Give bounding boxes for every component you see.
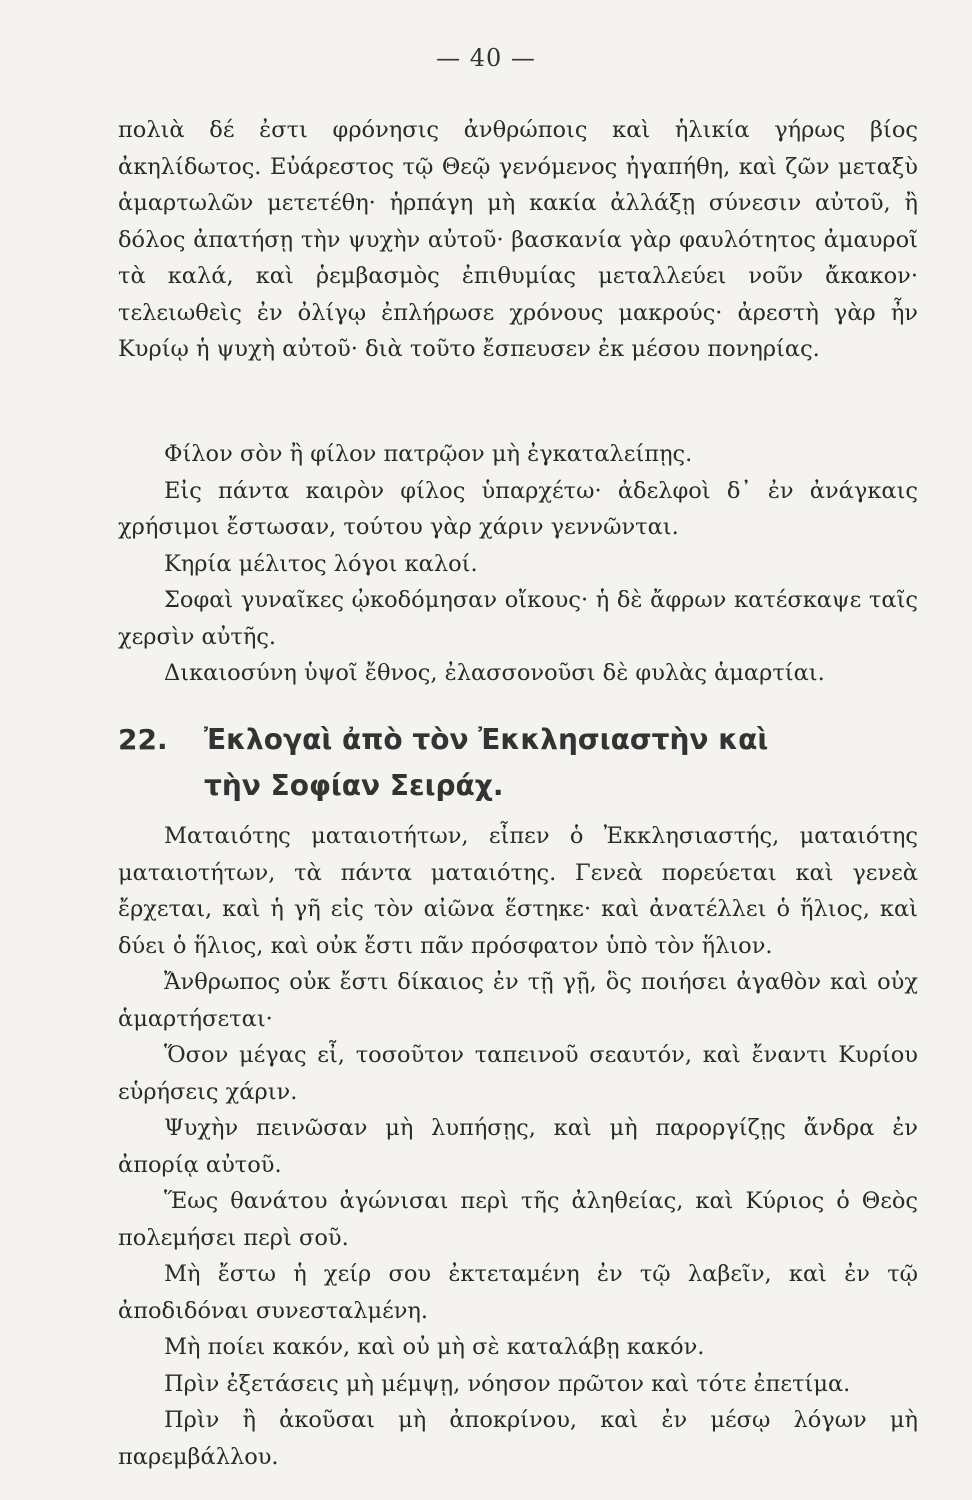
saying-paragraph: Μὴ ποίει κακόν, καὶ οὐ μὴ σὲ καταλάβῃ κακόν. <box>164 1334 705 1360</box>
saying-paragraph: Ματαιότης ματαιοτήτων, εἶπεν ὁ Ἐκκλησιαστής, ματαιότης ματαιοτήτων, τὰ πάντα ματαιότης. Γενεὰ πορεύεται καὶ γενεὰ ἔρχεται, καὶ ἡ γῆ εἰς τὸν αἰῶνα ἕστηκε· καὶ ἀνατέλλει ὁ ἥλιος, καὶ δύει ὁ ἥλιος, καὶ οὐκ ἔστι πᾶν πρόσφατον ὑπὸ τὸν ἥλιον. <box>118 823 918 959</box>
section-number: 22. <box>118 723 168 756</box>
saying-paragraph: Ψυχὴν πεινῶσαν μὴ λυπήσῃς, καὶ μὴ παροργίζῃς ἄνδρα ἐν ἀπορίᾳ αὐτοῦ. <box>118 1115 918 1178</box>
intro-text-block <box>118 112 918 368</box>
saying-paragraph: Πρὶν ἐξετάσεις μὴ μέμψῃ, νόησον πρῶτον καὶ τότε ἐπετίμα. <box>164 1370 851 1397</box>
saying-paragraph: Ἕως θανάτου ἀγώνισαι περὶ τῆς ἀληθείας, καὶ Κύριος ὁ Θεὸς πολεμήσει περὶ σοῦ. <box>118 1188 918 1251</box>
section-heading-line1 <box>118 717 938 763</box>
saying-paragraph: Ἄνθρωπος οὐκ ἔστι δίκαιος ἐν τῇ γῇ, ὃς ποιήσει ἀγαθὸν καὶ οὐχ ἁμαρτήσεται· <box>118 969 918 1032</box>
proverb-paragraph: Δικαιοσύνη ὑψοῖ ἔθνος, ἐλασσονοῦσι δὲ φυλὰς ἁμαρτίαι. <box>164 660 825 686</box>
proverb-paragraph: Σοφαὶ γυναῖκες ᾠκοδόμησαν οἴκους· ἡ δὲ ἄφρων κατέσκαψε ταῖς χερσὶν αὐτῆς. <box>118 587 918 650</box>
saying-paragraph: Πρὶν ἢ ἀκοῦσαι μὴ ἀποκρίνου, καὶ ἐν μέσῳ λόγων μὴ παρεμβάλλου. <box>118 1407 918 1470</box>
saying-paragraph: Μὴ ἔστω ἡ χείρ σου ἐκτεταμένη ἐν τῷ λαβεῖν, καὶ ἐν τῷ ἀποδιδόναι συνεσταλμένη. <box>118 1261 918 1324</box>
saying-paragraph: Ὅσον μέγας εἶ, τοσοῦτον ταπεινοῦ σεαυτόν, καὶ ἔναντι Κυρίου εὑρήσεις χάριν. <box>118 1042 918 1105</box>
sayings-block <box>118 818 918 1475</box>
page-number: — 40 — <box>436 44 536 72</box>
proverb-paragraph: Κηρία μέλιτος λόγοι καλοί. <box>164 550 478 577</box>
section-title-line2: τὴν Σοφίαν Σειράχ. <box>204 769 504 802</box>
intro-paragraph: πολιὰ δέ ἐστι φρόνησις ἀνθρώποις καὶ ἡλικία γήρως βίος ἀκηλίδωτος. Εὐάρεστος τῷ Θεῷ γενόμενος ἠγαπήθη, καὶ ζῶν μεταξὺ ἁμαρτωλῶν μετετέθη· ἡρπάγη μὴ κακία ἀλλάξῃ σύνεσιν αὐτοῦ, ἢ δόλος ἀπατήσῃ τὴν ψυχὴν αὐτοῦ· βασκανία γὰρ φαυλότητος ἀμαυροῖ τὰ καλά, καὶ ῥεμβασμὸς ἐπιθυμίας μεταλλεύει νοῦν ἄκακον· τελειωθεὶς ἐν ὀλίγῳ ἐπλήρωσε χρόνους μακρούς· ἀρεστὴ γὰρ ἦν Κυρίῳ ἡ ψυχὴ αὐτοῦ· διὰ τοῦτο ἔσπευσεν ἐκ μέσου πονηρίας. <box>118 117 918 362</box>
section-heading <box>118 717 938 809</box>
proverb-paragraph: Φίλον σὸν ἢ φίλον πατρῷον μὴ ἐγκαταλείπῃς. <box>164 441 693 467</box>
proverbs-block <box>118 436 918 692</box>
section-title-line1: Ἐκλογαὶ ἀπὸ τὸν Ἐκκλησιαστὴν καὶ <box>204 723 769 756</box>
proverb-paragraph: Εἰς πάντα καιρὸν φίλος ὑπαρχέτω· ἀδελφοὶ δ᾽ ἐν ἀνάγκαις χρήσιμοι ἔστωσαν, τούτου γὰρ χάριν γεννῶνται. <box>118 477 918 540</box>
